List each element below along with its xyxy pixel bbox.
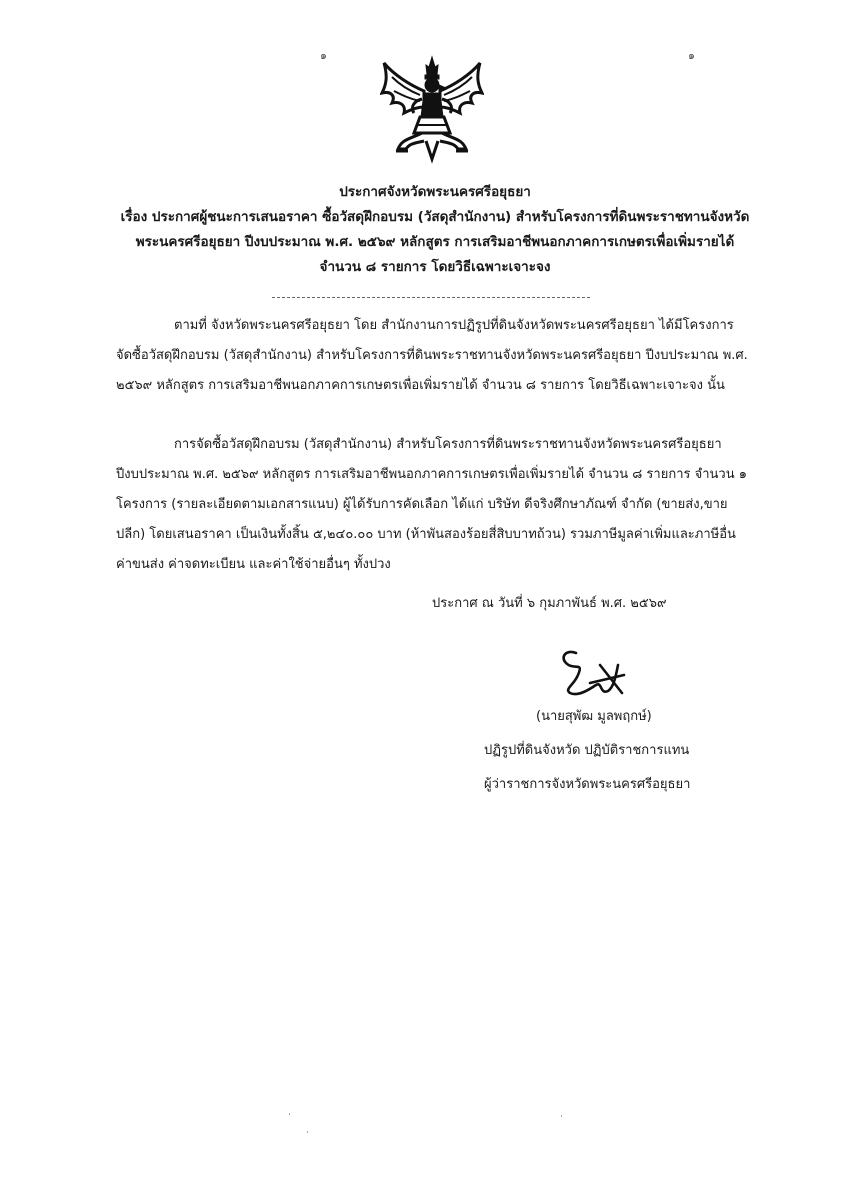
paragraph-2-line-2: ปีงบประมาณ พ.ศ. ๒๕๖๙ หลักสูตร การเสริมอาชีพนอกภาคการเกษตรเพื่อเพิ่มรายได้ จำนวน ๘ รายการ จำนวน ๑: [116, 467, 747, 482]
title-line-4: จำนวน ๘ รายการ โดยวิธีเฉพาะเจาะจง: [319, 259, 551, 275]
speck-mark-1: ·: [288, 1110, 291, 1120]
paragraph-2-line-1: การจัดซื้อวัสดุฝึกอบรม (วัสดุสำนักงาน) สำหรับโครงการที่ดินพระราชทานจังหวัดพระนครศรีอยุธยา: [174, 437, 722, 452]
title-line-3: พระนครศรีอยุธยา ปีงบประมาณ พ.ศ. ๒๕๖๙ หลักสูตร การเสริมอาชีพนอกภาคการเกษตรเพื่อเพิ่มรายได้: [135, 234, 735, 250]
paragraph-2-line-3: โครงการ (รายละเอียดตามเอกสารแนบ) ผู้ได้รับการคัดเลือก ได้แก่ บริษัท ดีจริงศึกษาภัณฑ์ จำกัด (ขายส่ง,ขาย: [116, 497, 728, 512]
paragraph-2-line-5: ค่าขนส่ง ค่าจดทะเบียน และค่าใช้จ่ายอื่นๆ ทั้งปวง: [116, 557, 391, 572]
title-line-2: เรื่อง ประกาศผู้ชนะการเสนอราคา ซื้อวัสดุฝึกอบรม (วัสดุสำนักงาน) สำหรับโครงการที่ดินพระราชทานจังหวัด: [120, 209, 750, 225]
signer-position-1: ปฏิรูปที่ดินจังหวัด ปฏิบัติราชการแทน: [484, 743, 690, 758]
signature-block: [484, 700, 744, 802]
paragraph-2-line-4: ปลีก) โดยเสนอราคา เป็นเงินทั้งสิ้น ๕,๒๔๐.๐๐ บาท (ห้าพันสองร้อยสี่สิบบาทถ้วน) รวมภาษีมูลค่าเพิ่มและภาษีอื่น: [116, 527, 736, 542]
paragraph-1: [116, 311, 776, 401]
paragraph-1-line-3: ๒๕๖๙ หลักสูตร การเสริมอาชีพนอกภาคการเกษตรเพื่อเพิ่มรายได้ จำนวน ๘ รายการ โดยวิธีเฉพาะเจาะจง นั้น: [116, 378, 725, 393]
signer-position-2: ผู้ว่าราชการจังหวัดพระนครศรีอยุธยา: [484, 777, 691, 792]
paragraph-1-line-2: จัดซื้อวัสดุฝึกอบรม (วัสดุสำนักงาน) สำหรับโครงการที่ดินพระราชทานจังหวัดพระนครศรีอยุธยา ปีงบประมาณ พ.ศ.: [116, 348, 748, 363]
paragraph-1-line-1: ตามที่ จังหวัดพระนครศรีอยุธยา โดย สำนักงานการปฏิรูปที่ดินจังหวัดพระนครศรีอยุธยา ได้มีโครงการ: [174, 318, 734, 333]
garuda-emblem-icon: [380, 55, 484, 165]
page-mark-left: ๑: [320, 49, 327, 62]
speck-mark-2: ·: [306, 1128, 309, 1138]
handwritten-signature-icon: [556, 645, 626, 700]
title-divider: [272, 297, 590, 298]
speck-mark-3: ·: [560, 1112, 563, 1122]
title-line-1: ประกาศจังหวัดพระนครศรีอยุธยา: [339, 184, 531, 200]
paragraph-2: [116, 430, 776, 580]
signer-name: (นายสุพัฒ มูลพฤกษ์): [536, 709, 652, 724]
announcement-title: [95, 180, 775, 280]
page-mark-right: ๑: [688, 49, 695, 62]
announce-date: ประกาศ ณ วันที่ ๖ กุมภาพันธ์ พ.ศ. ๒๕๖๙: [432, 596, 667, 611]
